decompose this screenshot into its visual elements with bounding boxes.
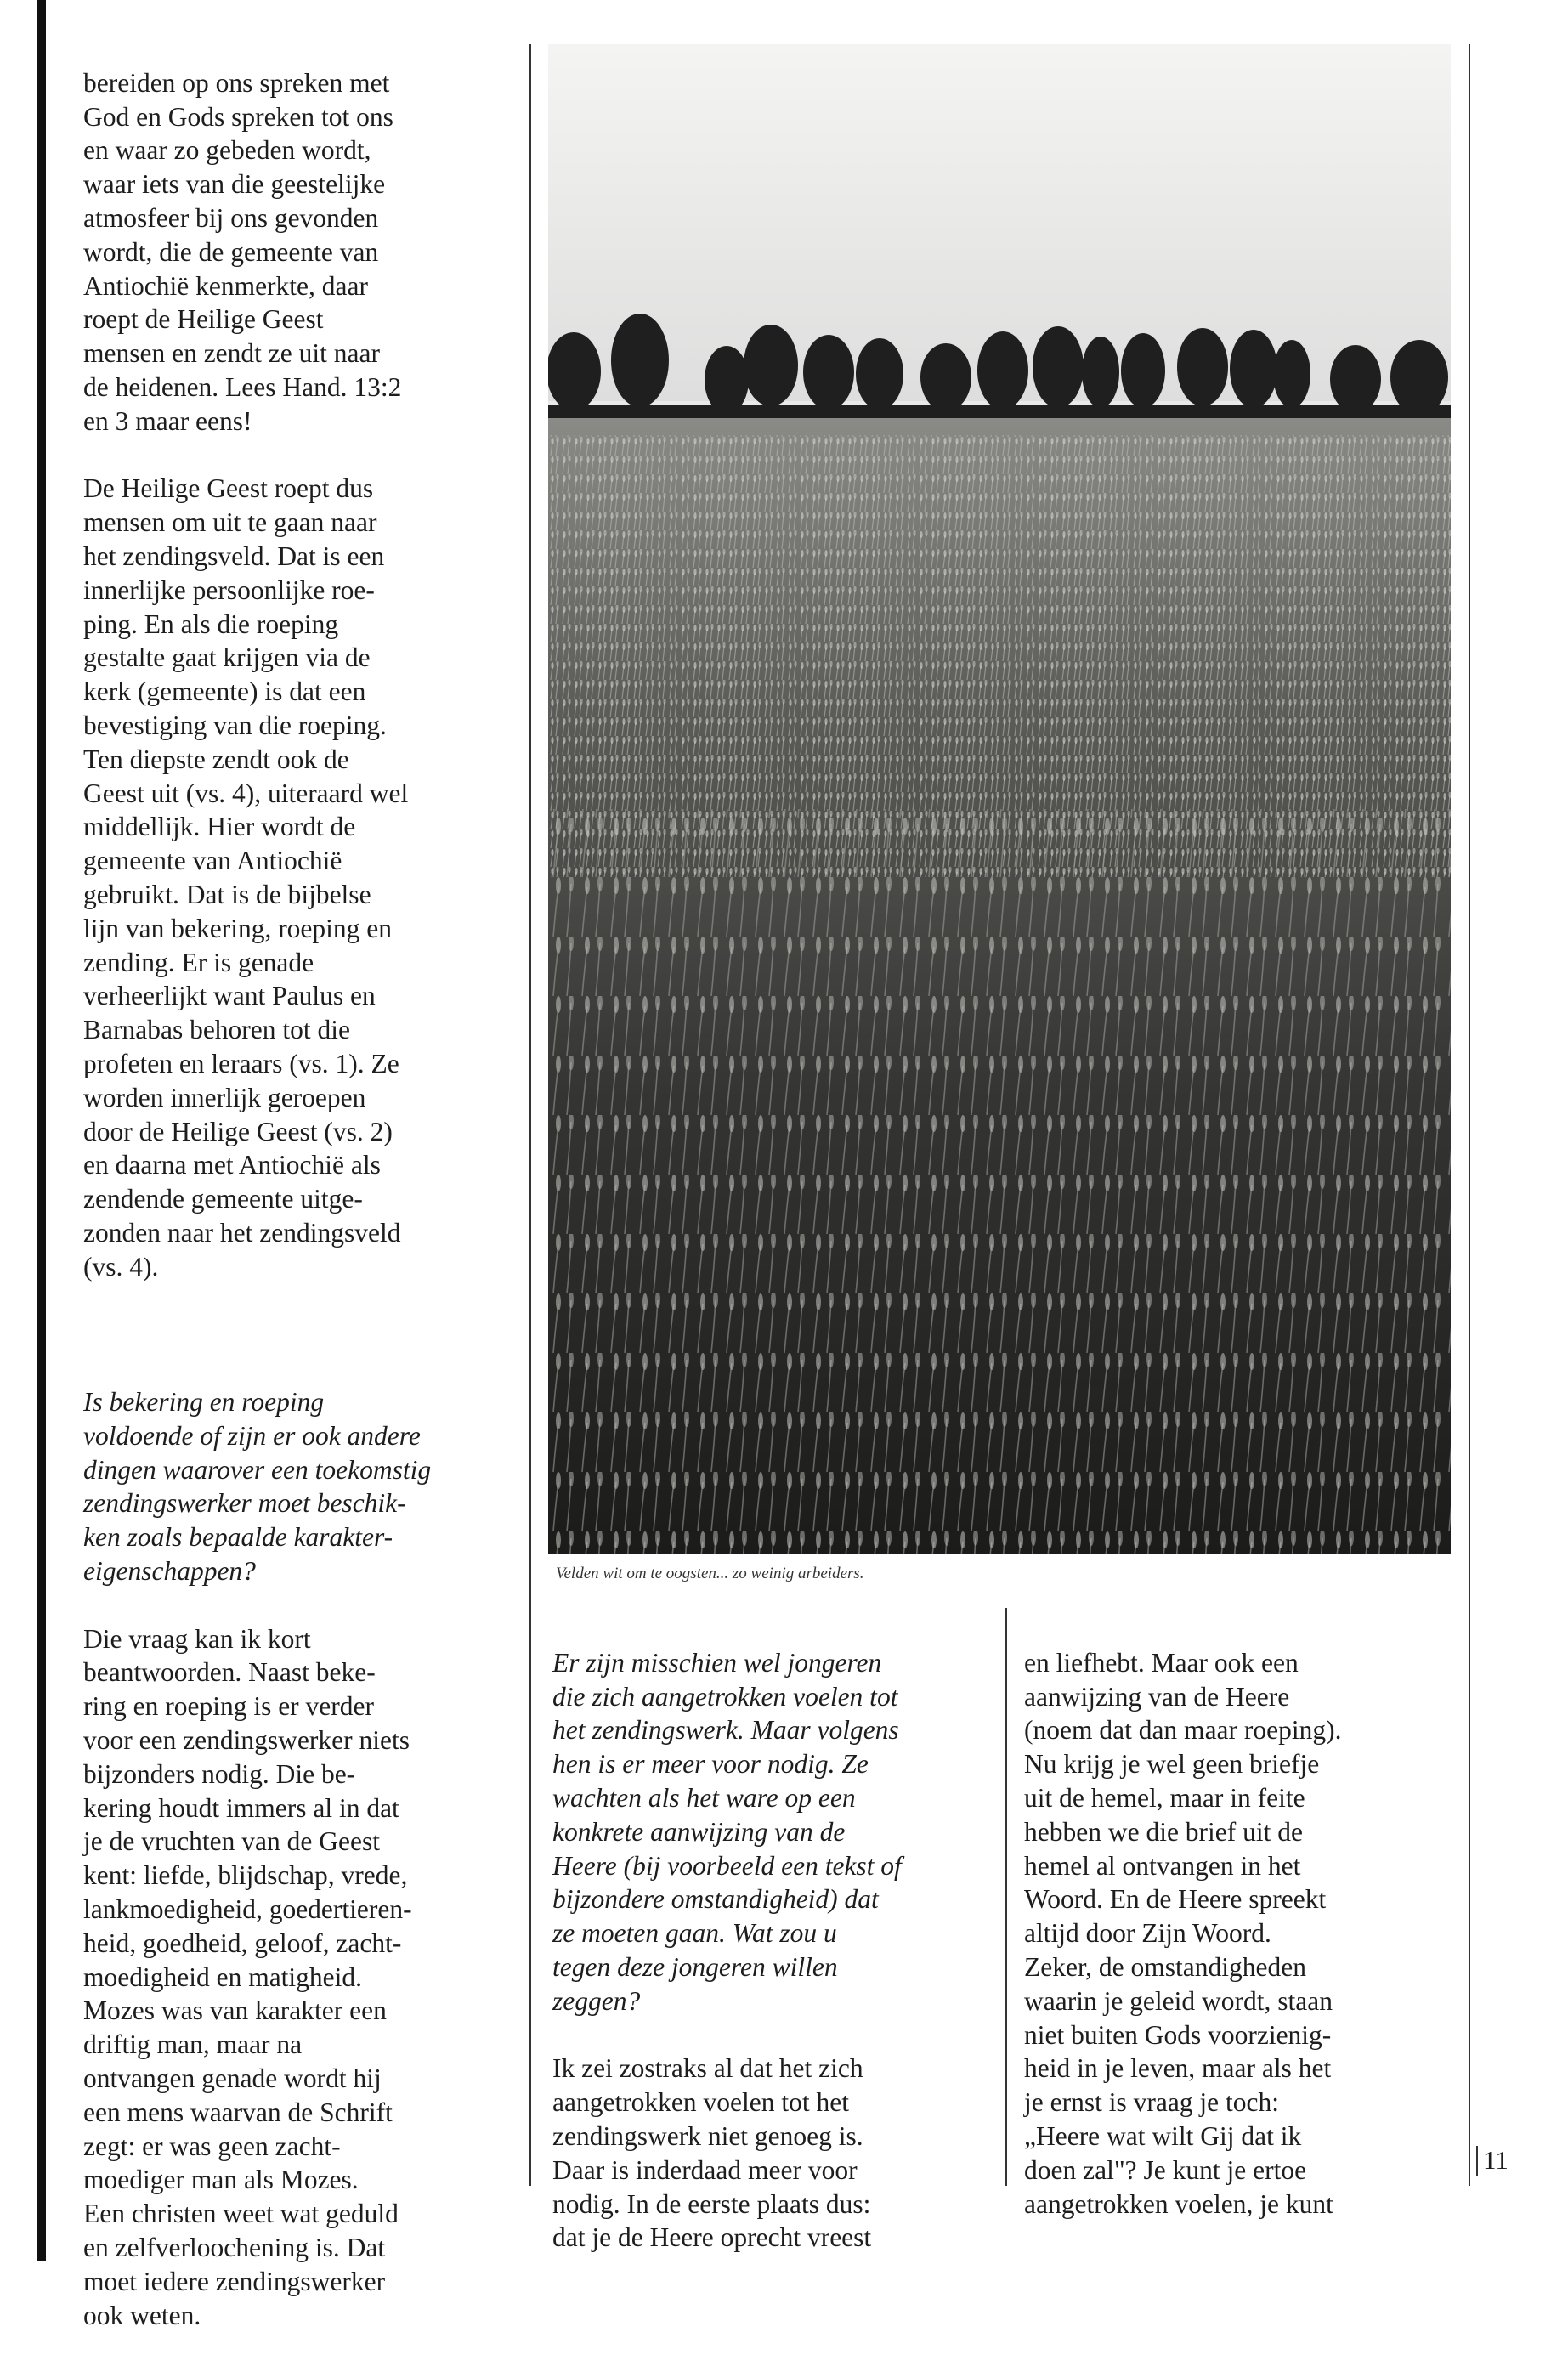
scan-edge-bar — [37, 0, 46, 2261]
column-divider-left — [529, 44, 531, 2186]
right-text-column — [1024, 1612, 1466, 2255]
column-divider-middle — [1005, 1608, 1007, 2186]
left-text-column — [83, 32, 517, 2366]
interview-question-1: Is bekering en roeping voldoende of zijn er ook andere dingen waarover een toekomstig zendingswerker moet beschik- ken zoals bepaalde karakter- eigenschappen? — [83, 1387, 432, 1587]
interview-answer-2: Ik zei zostraks al dat het zich aangetrokken voelen tot het zendingswerk niet genoeg is. Daar is inderdaad meer voor nodig. In de eerste plaats dus: dat je de Heere oprecht vreest — [552, 2053, 872, 2253]
page-number: 11 — [1483, 2145, 1509, 2175]
photo-caption: Velden wit om te oogsten... zo weinig arbeiders. — [556, 1565, 864, 1582]
middle-text-column — [552, 1612, 994, 2289]
interview-question-2: Er zijn misschien wel jongeren die zich aangetrokken voelen tot het zendingswerk. Maar volgens hen is er meer voor nodig. Ze wachten als het ware op een konkrete aanwijzing van de Heere (bij voorbeeld een tekst of bijzondere omstandigheid) dat ze moeten gaan. Wat zou u tegen deze jongeren willen zeggen? — [552, 1647, 902, 2016]
left-paragraph-2: De Heilige Geest roept dus mensen om uit te gaan naar het zendingsveld. Dat is een innerlijke persoonlijke roe- ping. En als die roeping gestalte gaat krijgen via de kerk (gemeente) is dat een bevestiging van die roeping. Ten diepste zendt ook de Geest uit (vs. 4), uiteraard wel middellijk. Hier wordt de gemeente van Antiochië gebruikt. Dat is de bijbelse lijn van bekering, roeping en zending. Er is genade verheerlijkt want Paulus en Barnabas behoren tot die profeten en leraars (vs. 1). Ze worden innerlijk geroepen door de Heilige Geest (vs. 2) en daarna met Antiochië als zendende gemeente uitge- zonden naar het zendingsveld (vs. 4). — [83, 473, 409, 1282]
interview-answer-1: Die vraag kan ik kort beantwoorden. Naast beke- ring en roeping is er verder voor een zendingswerker niets bijzonders nodig. Die be- kering houdt immers al in dat je de vruchten van de Geest kent: liefde, blijdschap, vrede, lankmoedigheid, goedertieren- heid, goedheid, geloof, zacht- moedigheid en matigheid. Mozes was van karakter een driftig man, maar na ontvangen genade wordt hij een mens waarvan de Schrift zegt: er was geen zacht- moediger man als Mozes. Een christen weet wat geduld en zelfverloochening is. Dat moet iedere zendingswerker ook weten. — [83, 1623, 412, 2330]
left-paragraph-1: bereiden op ons spreken met God en Gods spreken tot ons en waar zo gebeden wordt, waar iets van die geestelijke atmosfeer bij ons gevonden wordt, die de gemeente van Antiochië kenmerkte, daar roept de Heilige Geest mensen en zendt ze uit naar de heidenen. Lees Hand. 13:2 en 3 maar eens! — [83, 67, 402, 436]
column-divider-right — [1469, 44, 1470, 2186]
right-paragraph: en liefhebt. Maar ook een aanwijzing van de Heere (noem dat dan maar roeping). Nu krijg je wel geen briefje uit de hemel, maar in feite hebben we die brief uit de hemel al ontvangen in het Woord. En de Heere spreekt altijd door Zijn Woord. Zeker, de omstandigheden waarin je geleid wordt, staan niet buiten Gods voorzienig- heid in je leven, maar als het je ernst is vraag je toch: „Heere wat wilt Gij dat ik doen zal"? Je kunt je ertoe aangetrokken voelen, je kunt — [1024, 1647, 1342, 2219]
wheat-field-photo — [548, 44, 1451, 1554]
page-number-rule — [1476, 2146, 1478, 2176]
